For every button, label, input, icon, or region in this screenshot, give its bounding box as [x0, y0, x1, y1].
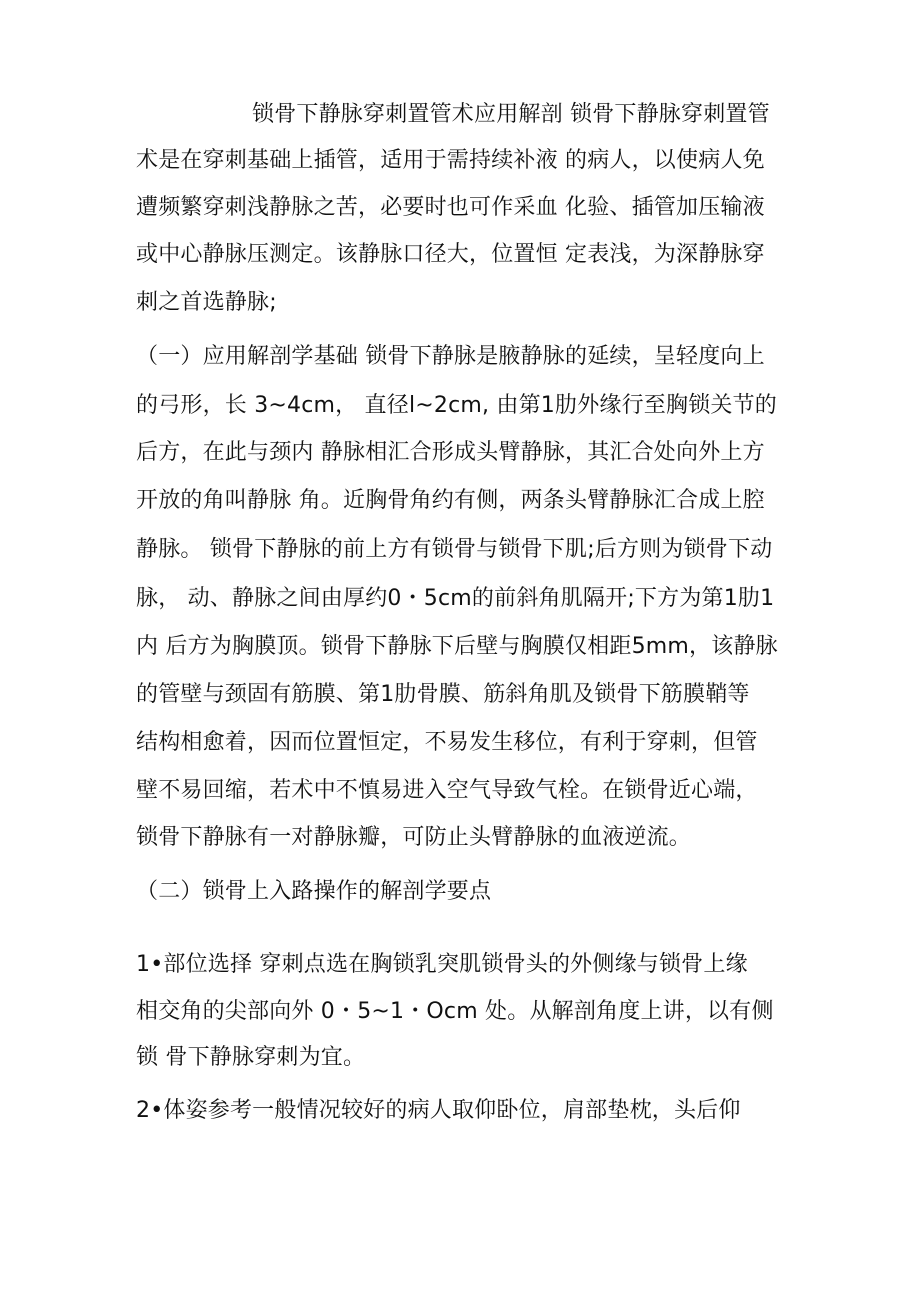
- title-line: 锁骨下静脉穿刺置管术应用解剖 锁骨下静脉穿刺置管: [252, 102, 770, 127]
- intro-line: 遭频繁穿刺浅静脉之苦，必要时也可作采血 化验、插管加压输液: [136, 195, 765, 220]
- section-1-line: 的管壁与颈固有筋膜、第1肋骨膜、筋斜角肌及锁骨下筋膜鞘等: [136, 682, 750, 707]
- section-1-line: 内 后方为胸膜顶。锁骨下静脉下后壁与胸膜仅相距5mm，该静脉: [136, 634, 778, 659]
- section-1-line: （一）应用解剖学基础 锁骨下静脉是腋静脉的延续，呈轻度向上: [136, 344, 765, 369]
- section-1-line: 锁骨下静脉有一对静脉瓣，可防止头臂静脉的血液逆流。: [136, 825, 692, 850]
- intro-line: 刺之首选静脉;: [136, 290, 277, 315]
- item-2-line: 2•体姿参考一般情况较好的病人取仰卧位，肩部垫枕，头后仰: [136, 1098, 741, 1123]
- item-1-line: 1•部位选择 穿刺点选在胸锁乳突肌锁骨头的外侧缘与锁骨上缘: [136, 952, 748, 977]
- section-1-line: 静脉。 锁骨下静脉的前上方有锁骨与锁骨下肌;后方则为锁骨下动: [136, 537, 773, 562]
- section-1-line: 脉， 动、静脉之间由厚约0・5cm的前斜角肌隔开;下方为第1肋1: [136, 586, 775, 611]
- section-1-line: 壁不易回缩，若术中不慎易进入空气导致气栓。在锁骨近心端，: [136, 778, 758, 803]
- section-1-line: 后方，在此与颈内 静脉相汇合形成头臂静脉，其汇合处向外上方: [136, 440, 765, 465]
- section-1-line: 的弓形，长 3~4cm， 直径l~2cm, 由第1肋外缘行至胸锁关节的: [136, 393, 777, 418]
- intro-line: 术是在穿刺基础上插管，适用于需持续补液 的病人，以使病人免: [136, 148, 765, 173]
- section-2-heading: （二）锁骨上入路操作的解剖学要点: [136, 879, 492, 904]
- item-1-line: 锁 骨下静脉穿刺为宜。: [136, 1045, 366, 1070]
- item-1-line: 相交角的尖部向外 0・5~1・Ocm 处。从解剖角度上讲，以有侧: [136, 999, 774, 1024]
- section-1-line: 开放的角叫静脉 角。近胸骨角约有侧，两条头臂静脉汇合成上腔: [136, 488, 765, 513]
- section-1-line: 结构相愈着，因而位置恒定，不易发生移位，有利于穿刺，但管: [136, 730, 758, 755]
- intro-line: 或中心静脉压测定。该静脉口径大，位置恒 定表浅，为深静脉穿: [136, 242, 765, 267]
